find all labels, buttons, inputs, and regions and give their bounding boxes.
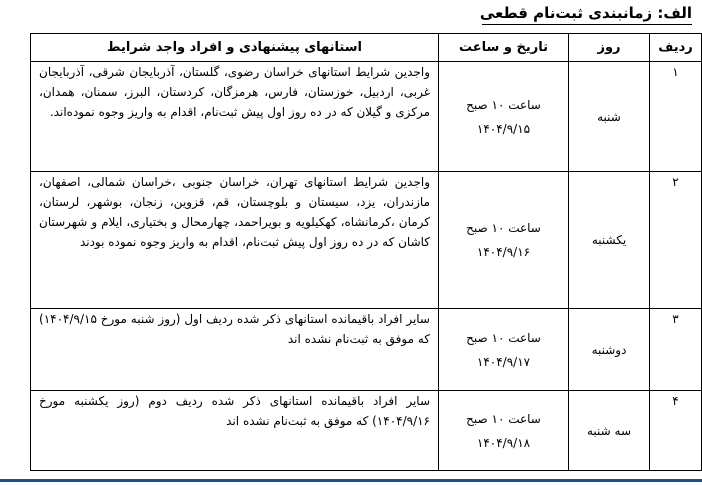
row-datetime — [439, 62, 569, 172]
row-number: ۱ — [650, 62, 702, 172]
row-day: دوشنبه — [569, 309, 650, 391]
row-number: ۴ — [650, 391, 702, 471]
table-row — [31, 172, 702, 309]
header-conditions: استانهای پیشنهادی و افراد واجد شرایط — [31, 34, 439, 62]
row-conditions: سایر افراد باقیمانده استانهای ذکر شده ردیف اول (روز شنبه مورخ ۱۴۰۴/۹/۱۵) که موفق به ثبت‌نام نشده اند — [31, 309, 439, 391]
row-datetime — [439, 172, 569, 309]
row-time: ساعت ۱۰ صبح — [466, 97, 541, 112]
row-time: ساعت ۱۰ صبح — [466, 330, 541, 345]
registration-schedule-table — [30, 33, 702, 471]
section-heading: الف: زمانبندی ثبت‌نام قطعی — [479, 4, 692, 22]
table-row — [31, 62, 702, 172]
row-time: ساعت ۱۰ صبح — [466, 221, 541, 235]
row-day: یکشنبه — [569, 172, 650, 309]
bottom-rule — [0, 479, 702, 482]
row-time: ساعت ۱۰ صبح — [466, 411, 541, 426]
header-row-no: ردیف — [650, 34, 702, 62]
header-datetime: تاریخ و ساعت — [439, 34, 569, 62]
row-date: ۱۴۰۴/۹/۱۵ — [476, 121, 531, 136]
row-datetime — [439, 391, 569, 471]
row-number: ۳ — [650, 309, 702, 391]
row-conditions: واجدین شرایط استانهای خراسان رضوی، گلستان، آذربایجان شرقی، آذربایجان غربی، اردبیل، خوزستان، فارس، هرمزگان، کردستان، البرز، سمنان، همدان، مرکزی و گیلان که در ده روز اول پیش ثبت‌نام، اقدام به واریز وجوه نموده‌اند. — [31, 62, 439, 172]
row-datetime — [439, 309, 569, 391]
row-day: سه شنبه — [569, 391, 650, 471]
header-day: روز — [569, 34, 650, 62]
row-date: ۱۴۰۴/۹/۱۸ — [476, 435, 531, 450]
table-row — [31, 309, 702, 391]
table-row — [31, 391, 702, 471]
row-conditions: سایر افراد باقیمانده استانهای ذکر شده ردیف دوم (روز یکشنبه مورخ ۱۴۰۴/۹/۱۶) که موفق به ثبت‌نام نشده اند — [31, 391, 439, 471]
row-date: ۱۴۰۴/۹/۱۷ — [476, 354, 531, 369]
row-day: شنبه — [569, 62, 650, 172]
row-number: ۲ — [650, 172, 702, 309]
heading-underline — [482, 24, 692, 25]
row-date: ۱۴۰۴/۹/۱۶ — [476, 245, 531, 259]
table-header-row — [31, 34, 702, 62]
row-conditions: واجدین شرایط استانهای تهران، خراسان جنوبی ،خراسان شمالی، اصفهان، مازندران، یزد، سیستان و بلوچستان، قم، قزوین، زنجان، بوشهر، لرستان، کرمان ،کرمانشاه، کهکیلویه و بویراحمد، چهارمحال و بختیاری، ایلام و شهرستان کاشان که در ده روز اول پیش ثبت‌نام، اقدام به واریز وجوه نموده بودند — [31, 172, 439, 309]
